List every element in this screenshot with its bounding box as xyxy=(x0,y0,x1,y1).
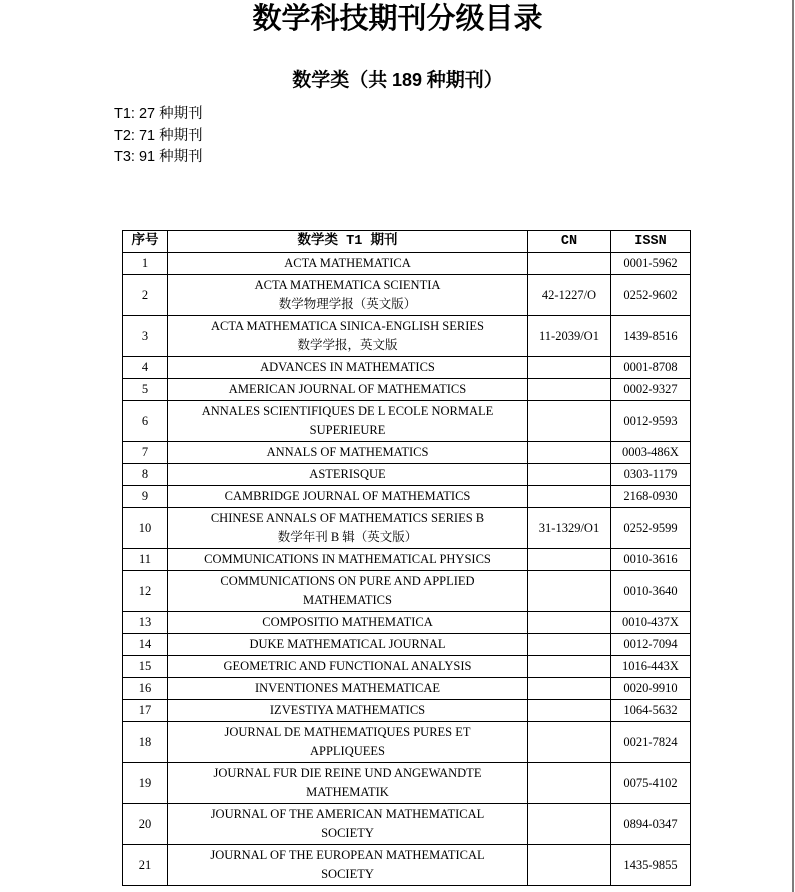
row-number-cell: 9 xyxy=(123,486,168,508)
table-row xyxy=(123,656,691,678)
tier-stats xyxy=(114,104,203,169)
cn-cell: 11-2039/O1 xyxy=(528,316,611,357)
row-number-cell: 4 xyxy=(123,357,168,379)
journal-name-cell xyxy=(168,379,528,401)
issn-cell: 0001-8708 xyxy=(611,357,691,379)
cn-cell xyxy=(528,612,611,634)
journal-name-cell xyxy=(168,845,528,886)
issn-cell: 0021-7824 xyxy=(611,722,691,763)
cn-cell xyxy=(528,722,611,763)
table-row xyxy=(123,508,691,549)
journal-name-line1: CAMBRIDGE JOURNAL OF MATHEMATICS xyxy=(224,489,471,503)
tier-t2-count: T2: 71 种期刊 xyxy=(114,127,203,144)
journal-name-cell xyxy=(168,357,528,379)
journal-name-cell xyxy=(168,678,528,700)
table-row xyxy=(123,253,691,275)
journal-name-cell xyxy=(168,275,528,316)
cn-cell: 42-1227/O xyxy=(528,275,611,316)
journal-name-line2: 数学年刊 B 辑（英文版） xyxy=(277,530,418,544)
journal-name-cell xyxy=(168,508,528,549)
issn-cell: 0894-0347 xyxy=(611,804,691,845)
journal-name-cell xyxy=(168,464,528,486)
issn-cell: 0010-437X xyxy=(611,612,691,634)
document-title: 数学科技期刊分级目录 xyxy=(252,3,543,35)
row-number-cell: 11 xyxy=(123,549,168,571)
journal-name-line2: APPLIQUEES xyxy=(309,744,385,758)
window-edge-line xyxy=(792,0,794,892)
journal-name-line2: MATHEMATICS xyxy=(303,593,392,607)
row-number-cell: 3 xyxy=(123,316,168,357)
journal-name-cell xyxy=(168,612,528,634)
table-row xyxy=(123,486,691,508)
table-row xyxy=(123,634,691,656)
cn-cell xyxy=(528,379,611,401)
journal-name-cell xyxy=(168,656,528,678)
row-number-cell: 15 xyxy=(123,656,168,678)
cn-cell xyxy=(528,656,611,678)
row-number-cell: 6 xyxy=(123,401,168,442)
row-number-cell: 14 xyxy=(123,634,168,656)
table-row xyxy=(123,275,691,316)
journal-name-cell xyxy=(168,634,528,656)
journal-name-line2: 数学物理学报（英文版） xyxy=(278,297,417,311)
journal-name-line1: ANNALS OF MATHEMATICS xyxy=(266,445,429,459)
journal-name-cell xyxy=(168,804,528,845)
cn-cell xyxy=(528,845,611,886)
journal-total-count: 189 xyxy=(391,70,423,90)
section-heading-before: 数学类（共 xyxy=(292,70,392,91)
journal-name-cell xyxy=(168,316,528,357)
table-row xyxy=(123,612,691,634)
cn-cell xyxy=(528,357,611,379)
row-number-cell: 21 xyxy=(123,845,168,886)
journal-name-line1: ACTA MATHEMATICA SCIENTIA xyxy=(254,278,441,292)
row-number-cell: 16 xyxy=(123,678,168,700)
row-number-cell: 2 xyxy=(123,275,168,316)
journal-name-line1: ACTA MATHEMATICA SINICA-ENGLISH SERIES xyxy=(211,319,484,333)
journal-name-line1: JOURNAL OF THE EUROPEAN MATHEMATICAL xyxy=(210,848,485,862)
row-number-cell: 12 xyxy=(123,571,168,612)
header-issn: ISSN xyxy=(611,231,691,253)
journal-name-line1: JOURNAL OF THE AMERICAN MATHEMATICAL xyxy=(210,807,485,821)
journal-name-cell xyxy=(168,401,528,442)
issn-cell: 1064-5632 xyxy=(611,700,691,722)
cn-cell xyxy=(528,700,611,722)
row-number-cell: 13 xyxy=(123,612,168,634)
journal-name-cell xyxy=(168,253,528,275)
journal-table-body xyxy=(123,253,691,886)
header-cn: CN xyxy=(528,231,611,253)
journal-table xyxy=(122,230,691,886)
row-number-cell: 5 xyxy=(123,379,168,401)
table-row xyxy=(123,804,691,845)
cn-cell xyxy=(528,763,611,804)
table-row xyxy=(123,379,691,401)
cn-cell xyxy=(528,549,611,571)
journal-name-cell xyxy=(168,486,528,508)
table-row xyxy=(123,401,691,442)
issn-cell: 1016-443X xyxy=(611,656,691,678)
issn-cell: 0075-4102 xyxy=(611,763,691,804)
issn-cell: 2168-0930 xyxy=(611,486,691,508)
journal-name-line1: GEOMETRIC AND FUNCTIONAL ANALYSIS xyxy=(223,659,472,673)
table-row xyxy=(123,316,691,357)
table-row xyxy=(123,442,691,464)
journal-name-line2: 数学学报，英文版 xyxy=(297,338,398,352)
journal-name-line1: IZVESTIYA MATHEMATICS xyxy=(269,703,426,717)
row-number-cell: 17 xyxy=(123,700,168,722)
issn-cell: 0010-3640 xyxy=(611,571,691,612)
cn-cell: 31-1329/O1 xyxy=(528,508,611,549)
cn-cell xyxy=(528,464,611,486)
journal-name-line2: SUPERIEURE xyxy=(309,423,386,437)
issn-cell: 0252-9599 xyxy=(611,508,691,549)
journal-name-cell xyxy=(168,571,528,612)
journal-name-line1: AMERICAN JOURNAL OF MATHEMATICS xyxy=(228,382,467,396)
journal-name-line1: ASTERISQUE xyxy=(309,467,386,481)
table-row xyxy=(123,700,691,722)
row-number-cell: 20 xyxy=(123,804,168,845)
journal-name-line1: COMMUNICATIONS IN MATHEMATICAL PHYSICS xyxy=(204,552,491,566)
table-row xyxy=(123,464,691,486)
journal-name-line1: ANNALES SCIENTIFIQUES DE L ECOLE NORMALE xyxy=(201,404,494,418)
journal-name-line1: JOURNAL DE MATHEMATIQUES PURES ET xyxy=(224,725,471,739)
issn-cell: 0002-9327 xyxy=(611,379,691,401)
table-row xyxy=(123,763,691,804)
tier-t3-count: T3: 91 种期刊 xyxy=(114,149,203,165)
cn-cell xyxy=(528,401,611,442)
row-number-cell: 8 xyxy=(123,464,168,486)
issn-cell: 1435-9855 xyxy=(611,845,691,886)
row-number-cell: 19 xyxy=(123,763,168,804)
journal-name-cell xyxy=(168,549,528,571)
journal-name-cell xyxy=(168,442,528,464)
table-row xyxy=(123,678,691,700)
cn-cell xyxy=(528,804,611,845)
issn-cell: 0252-9602 xyxy=(611,275,691,316)
section-heading xyxy=(0,67,795,94)
cn-cell xyxy=(528,678,611,700)
table-row xyxy=(123,357,691,379)
journal-name-line1: COMPOSITIO MATHEMATICA xyxy=(262,615,433,629)
row-number-cell: 7 xyxy=(123,442,168,464)
journal-name-line1: DUKE MATHEMATICAL JOURNAL xyxy=(249,637,446,651)
issn-cell: 0012-9593 xyxy=(611,401,691,442)
cn-cell xyxy=(528,486,611,508)
header-row-number: 序号 xyxy=(123,231,168,253)
journal-name-line1: ADVANCES IN MATHEMATICS xyxy=(260,360,435,374)
cn-cell xyxy=(528,571,611,612)
journal-name-cell xyxy=(168,763,528,804)
issn-cell: 0012-7094 xyxy=(611,634,691,656)
issn-cell: 0020-9910 xyxy=(611,678,691,700)
row-number-cell: 10 xyxy=(123,508,168,549)
journal-name-cell xyxy=(168,700,528,722)
journal-name-line2: MATHEMATIK xyxy=(306,785,389,799)
journal-name-cell xyxy=(168,722,528,763)
journal-name-line1: CHINESE ANNALS OF MATHEMATICS SERIES B xyxy=(210,511,485,525)
table-row xyxy=(123,722,691,763)
table-row xyxy=(123,549,691,571)
header-journal-name: 数学类 T1 期刊 xyxy=(168,231,528,253)
journal-name-line1: JOURNAL FUR DIE REINE UND ANGEWANDTE xyxy=(213,766,482,780)
cn-cell xyxy=(528,634,611,656)
issn-cell: 0010-3616 xyxy=(611,549,691,571)
journal-name-line1: ACTA MATHEMATICA xyxy=(284,256,411,270)
cn-cell xyxy=(528,253,611,275)
table-row xyxy=(123,845,691,886)
journal-name-line2: SOCIETY xyxy=(321,867,374,881)
table-header-row xyxy=(123,231,691,253)
issn-cell: 0303-1179 xyxy=(611,464,691,486)
section-heading-after: 种期刊） xyxy=(422,70,503,91)
row-number-cell: 18 xyxy=(123,722,168,763)
row-number-cell: 1 xyxy=(123,253,168,275)
journal-name-line1: INVENTIONES MATHEMATICAE xyxy=(254,681,441,695)
tier-t1-count: T1: 27 种期刊 xyxy=(114,106,203,122)
cn-cell xyxy=(528,442,611,464)
issn-cell: 0003-486X xyxy=(611,442,691,464)
table-row xyxy=(123,571,691,612)
journal-name-line1: COMMUNICATIONS ON PURE AND APPLIED xyxy=(220,574,475,588)
issn-cell: 1439-8516 xyxy=(611,316,691,357)
issn-cell: 0001-5962 xyxy=(611,253,691,275)
journal-name-line2: SOCIETY xyxy=(321,826,374,840)
